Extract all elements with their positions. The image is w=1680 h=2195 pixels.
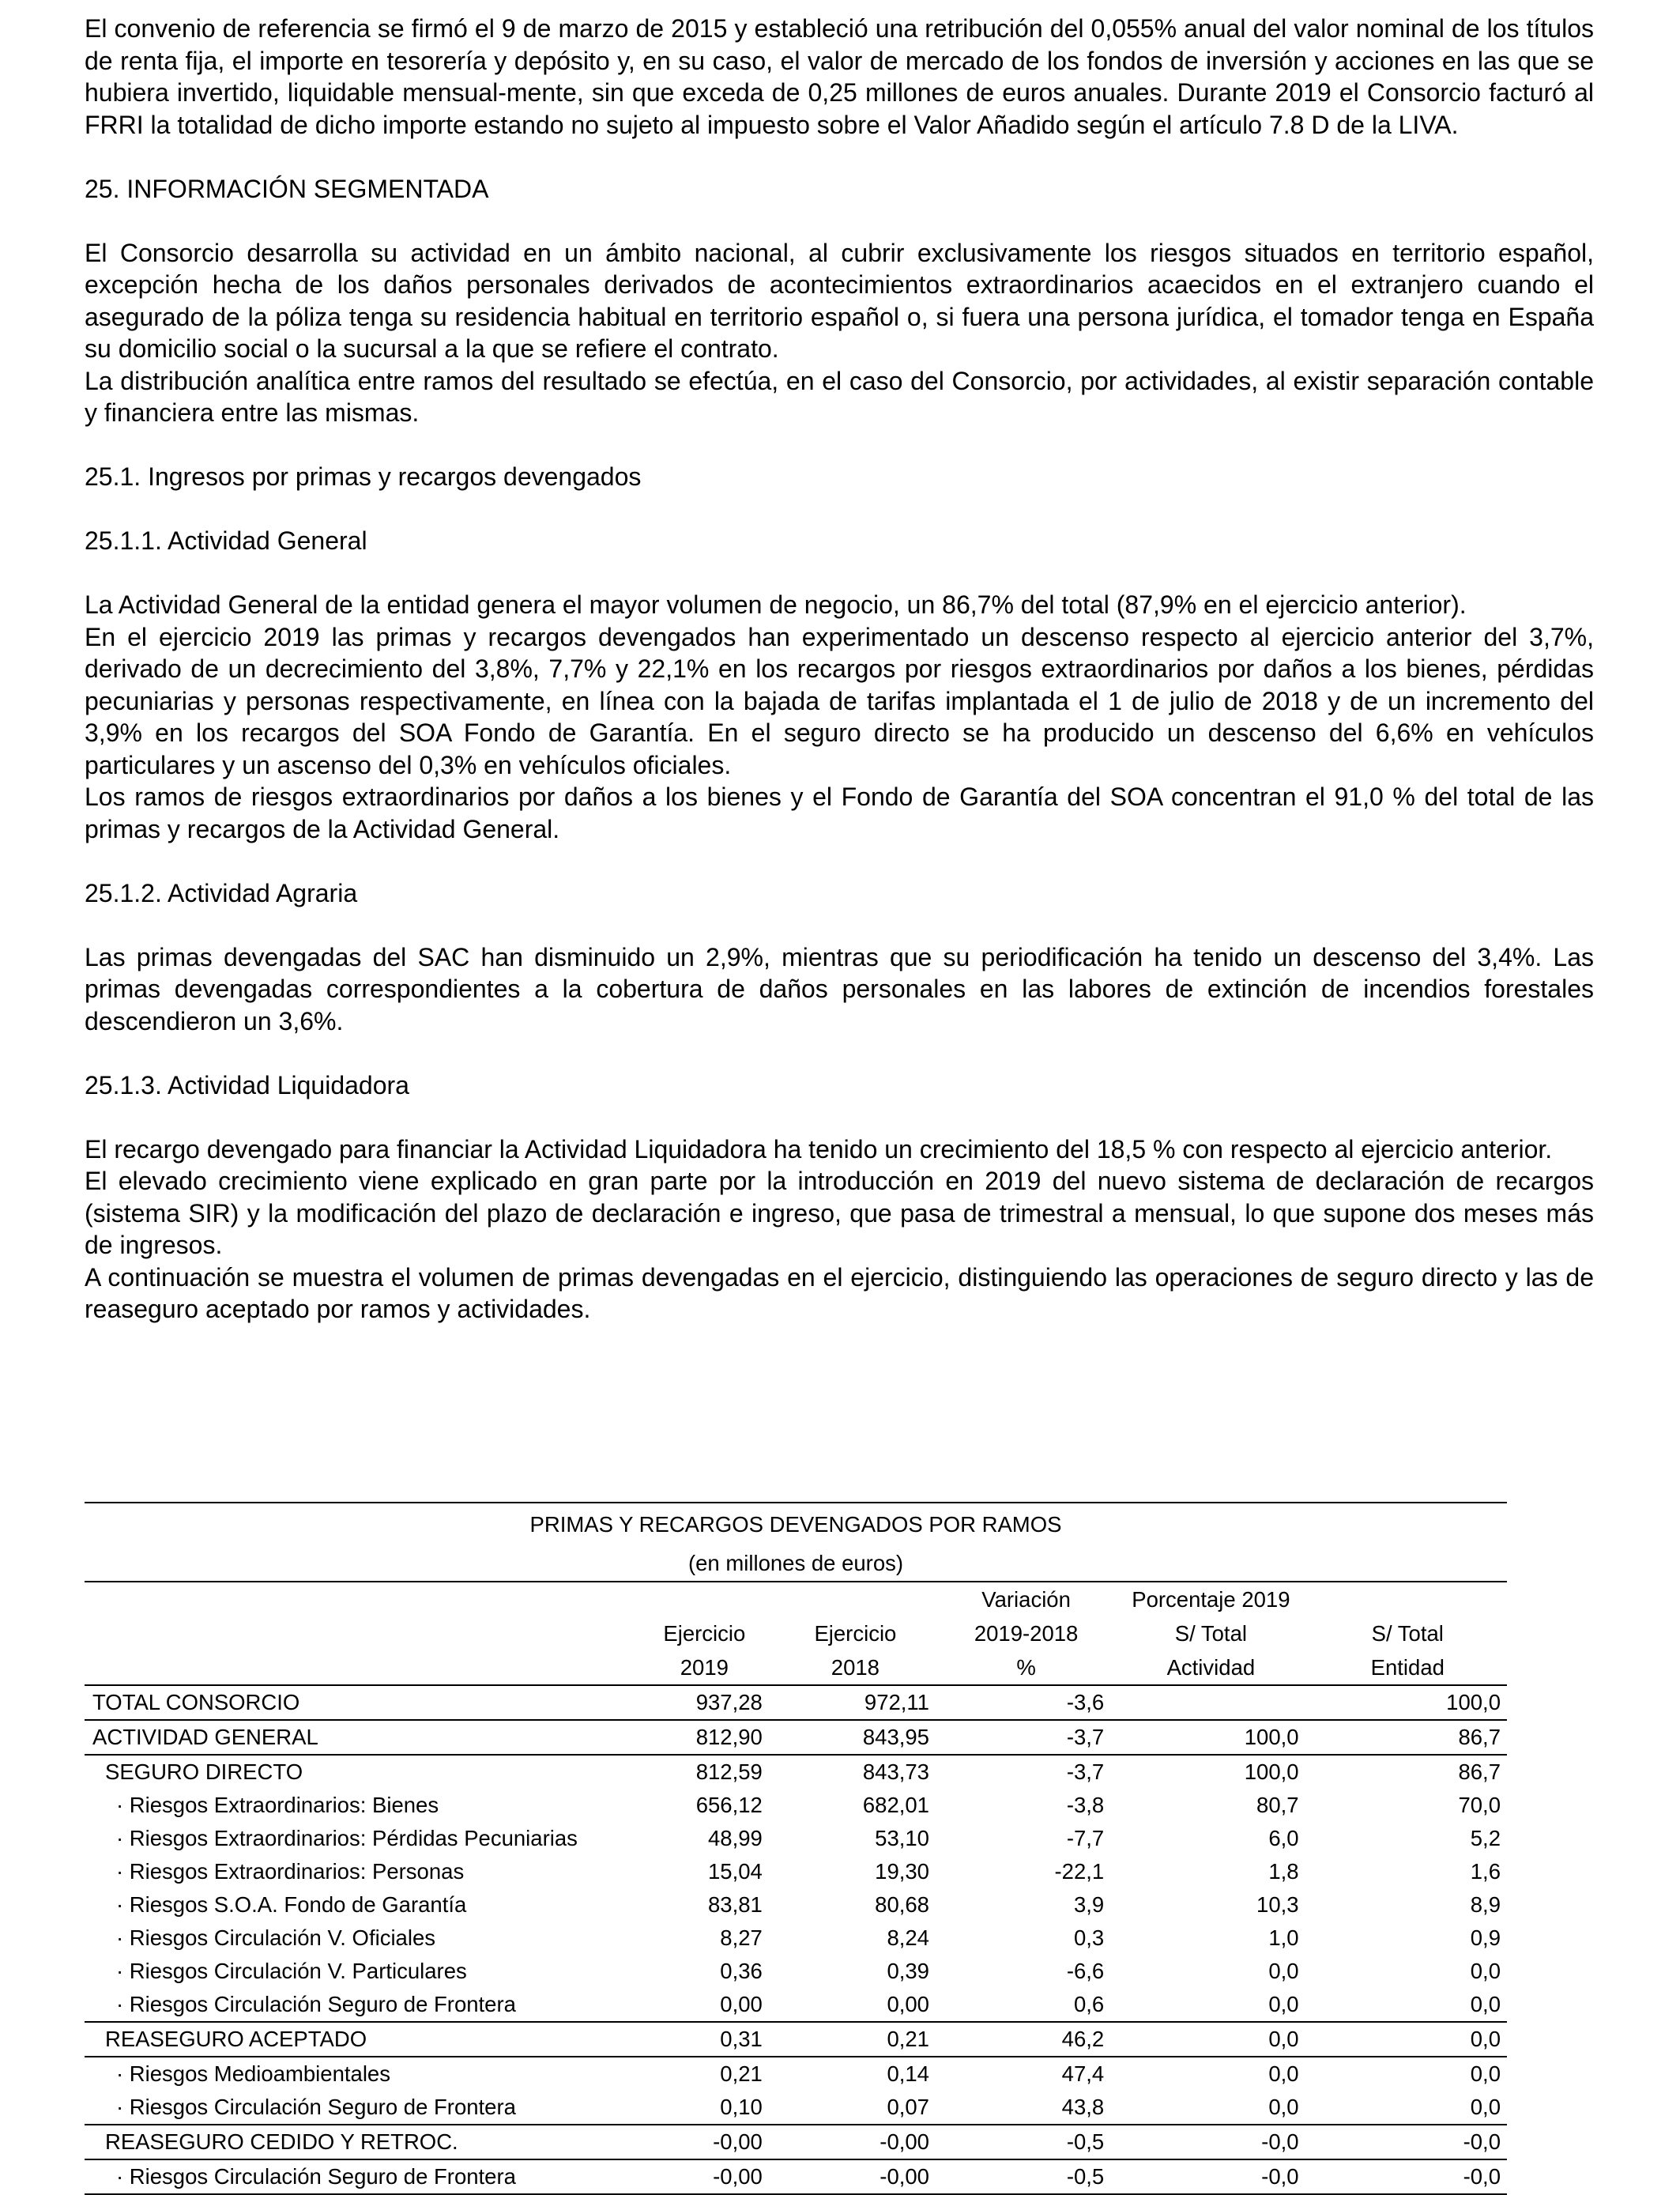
paragraph-convenio: El convenio de referencia se firmó el 9 de marzo de 2015 y estableció una retribución del 0,055% anual del valor nominal de los títulos de renta fija, el importe en tesorería y depósito y, en su caso, el valor de mercado de los fondos de inversión y acciones en las que se hubiera invertido, liquidable mensual-mente, sin que exceda de 0,25 millones de euros anuales. Durante 2019 el Consorcio facturó al FRRI la totalidad de dicho importe estando no sujeto al impuesto sobre el Valor Añadido según el artículo 7.8 D de la LIVA. bbox=[85, 14, 1594, 139]
row-value: 0,07 bbox=[887, 2095, 929, 2119]
table-row bbox=[85, 1922, 1507, 1955]
header-cell bbox=[772, 1582, 939, 1616]
header-cell: Variación bbox=[981, 1587, 1071, 1612]
row-value: 0,21 bbox=[772, 2022, 939, 2057]
header-cell: 2019-2018 bbox=[974, 1621, 1079, 1646]
row-value: -0,0 bbox=[1113, 2159, 1308, 2194]
table-header-row-1 bbox=[85, 1582, 1507, 1616]
table-row bbox=[85, 1789, 1507, 1822]
table-row bbox=[85, 1855, 1507, 1888]
row-value: 100,0 bbox=[1309, 1685, 1507, 1720]
header-cell: Entidad bbox=[1370, 1655, 1445, 1680]
paragraph-liquidadora-crecimiento: El recargo devengado para financiar la Actividad Liquidadora ha tenido un crecimiento del 18,5 % con respecto al ejercicio anterior. bbox=[85, 1134, 1553, 1164]
row-label: · Riesgos Circulación V. Particulares bbox=[116, 1959, 467, 1983]
row-label: · Riesgos Extraordinarios: Pérdidas Pecuniarias bbox=[116, 1826, 578, 1850]
row-label: TOTAL CONSORCIO bbox=[85, 1685, 637, 1720]
paragraph-actividad-general-ramos: Los ramos de riesgos extraordinarios por daños a los bienes y el Fondo de Garantía del SOA concentran el 91,0 % del total de las primas y recargos de la Actividad General. bbox=[85, 783, 1594, 843]
row-value: -0,0 bbox=[1309, 2159, 1507, 2194]
row-label: · Riesgos Extraordinarios: Personas bbox=[116, 1859, 465, 1884]
section-heading-25-1-1: 25.1.1. Actividad General bbox=[85, 526, 367, 555]
row-value: 812,59 bbox=[637, 1755, 772, 1789]
header-cell bbox=[1309, 1582, 1507, 1616]
row-label: · Riesgos Circulación V. Oficiales bbox=[116, 1925, 436, 1950]
row-value: -3,7 bbox=[939, 1755, 1113, 1789]
row-value: 0,00 bbox=[887, 1992, 929, 2016]
table-row bbox=[85, 2125, 1507, 2159]
row-value: 0,3 bbox=[1073, 1925, 1105, 1950]
header-cell bbox=[85, 1582, 637, 1616]
row-value: 100,0 bbox=[1113, 1720, 1308, 1755]
table-row bbox=[85, 2091, 1507, 2125]
row-value: -0,00 bbox=[772, 2159, 939, 2194]
row-value: 80,68 bbox=[875, 1892, 929, 1917]
row-value: 0,21 bbox=[637, 2057, 772, 2091]
table-row bbox=[85, 2057, 1507, 2091]
row-value: 8,9 bbox=[1470, 1892, 1501, 1917]
paragraph-ambito: El Consorcio desarrolla su actividad en un ámbito nacional, al cubrir exclusivamente los riesgos situados en territorio español, excepción hecha de los daños personales derivados de acontecimientos extraordinarios acaecidos en el extranjero cuando el asegurado de la póliza tenga su residencia habitual en territorio español o, si fuera una persona jurídica, el tomador tenga en España su domicilio social o la sucursal a la que se refiere el contrato. bbox=[85, 238, 1594, 363]
row-value: -3,6 bbox=[939, 1685, 1113, 1720]
table-row bbox=[85, 1888, 1507, 1922]
row-value: -22,1 bbox=[1054, 1859, 1105, 1884]
row-label: SEGURO DIRECTO bbox=[85, 1755, 637, 1789]
primas-table-container bbox=[85, 1502, 1507, 2195]
row-value: -3,7 bbox=[939, 1720, 1113, 1755]
row-value: 6,0 bbox=[1268, 1826, 1299, 1850]
table-row bbox=[85, 1955, 1507, 1988]
table-header-row-2 bbox=[85, 1616, 1507, 1650]
header-cell: 2018 bbox=[831, 1655, 880, 1680]
row-label: · Riesgos Circulación Seguro de Frontera bbox=[116, 1992, 516, 2016]
table-row bbox=[85, 1685, 1507, 1720]
header-cell: % bbox=[1016, 1655, 1036, 1680]
row-value: 843,73 bbox=[772, 1755, 939, 1789]
row-label: REASEGURO CEDIDO Y RETROC. bbox=[85, 2125, 637, 2159]
header-cell: S/ Total bbox=[1371, 1621, 1444, 1646]
row-value: 10,3 bbox=[1256, 1892, 1299, 1917]
row-value: -7,7 bbox=[1066, 1826, 1105, 1850]
table-row bbox=[85, 2022, 1507, 2057]
header-cell bbox=[637, 1582, 772, 1616]
row-value: 0,31 bbox=[637, 2022, 772, 2057]
table-row bbox=[85, 1988, 1507, 2022]
row-value: 86,7 bbox=[1309, 1720, 1507, 1755]
row-value: 100,0 bbox=[1113, 1755, 1308, 1789]
row-value: 83,81 bbox=[707, 1892, 763, 1917]
header-cell: 2019 bbox=[680, 1655, 729, 1680]
primas-table bbox=[85, 1502, 1507, 2195]
table-title-row bbox=[85, 1503, 1507, 1546]
row-value: -0,00 bbox=[772, 2125, 939, 2159]
row-value: 8,27 bbox=[720, 1925, 763, 1950]
row-value: 0,0 bbox=[1113, 2022, 1308, 2057]
table-row bbox=[85, 1822, 1507, 1855]
row-label: · Riesgos Circulación Seguro de Frontera bbox=[116, 2095, 516, 2119]
row-value: 3,9 bbox=[1073, 1892, 1105, 1917]
row-value: 0,9 bbox=[1470, 1925, 1501, 1950]
row-value: 0,0 bbox=[1268, 1959, 1299, 1983]
paragraph-liquidadora-tabla-intro: A continuación se muestra el volumen de primas devengadas en el ejercicio, distinguiendo las operaciones de seguro directo y las de reaseguro aceptado por ramos y actividades. bbox=[85, 1262, 1594, 1323]
paragraph-liquidadora-explicacion: El elevado crecimiento viene explicado en gran parte por la introducción en 2019 del nuevo sistema de declaración de recargos (sistema SIR) y la modificación del plazo de declaración e ingreso, que pasa de trimestral a mensual, lo que supone dos meses más de ingresos. bbox=[85, 1167, 1594, 1259]
header-cell bbox=[85, 1650, 637, 1685]
section-heading-25: 25. INFORMACIÓN SEGMENTADA bbox=[85, 174, 489, 203]
row-value: 15,04 bbox=[707, 1859, 763, 1884]
row-label: · Riesgos Circulación Seguro de Frontera bbox=[85, 2159, 637, 2194]
table-subtitle-row bbox=[85, 1546, 1507, 1582]
section-heading-25-1-3: 25.1.3. Actividad Liquidadora bbox=[85, 1070, 409, 1099]
header-cell: Actividad bbox=[1166, 1655, 1256, 1680]
row-value: 972,11 bbox=[772, 1685, 939, 1720]
table-row bbox=[85, 1720, 1507, 1755]
row-value: 8,24 bbox=[887, 1925, 929, 1950]
row-value: 80,7 bbox=[1256, 1793, 1299, 1817]
header-cell: Ejercicio bbox=[663, 1621, 746, 1646]
row-value: 0,00 bbox=[720, 1992, 763, 2016]
section-heading-25-1-2: 25.1.2. Actividad Agraria bbox=[85, 878, 358, 907]
row-value: 0,0 bbox=[1113, 2057, 1308, 2091]
row-value: 70,0 bbox=[1458, 1793, 1501, 1817]
row-value: 0,14 bbox=[772, 2057, 939, 2091]
row-value: 0,0 bbox=[1268, 1992, 1299, 2016]
row-value: 0,10 bbox=[720, 2095, 763, 2119]
row-value: 19,30 bbox=[875, 1859, 929, 1884]
row-value: 0,0 bbox=[1470, 1959, 1501, 1983]
row-value: 1,0 bbox=[1268, 1925, 1299, 1950]
row-value: 843,95 bbox=[772, 1720, 939, 1755]
row-value: 46,2 bbox=[939, 2022, 1113, 2057]
table-subtitle: (en millones de euros) bbox=[85, 1546, 1507, 1582]
row-label: · Riesgos S.O.A. Fondo de Garantía bbox=[116, 1892, 467, 1917]
row-value: 0,0 bbox=[1470, 2095, 1501, 2119]
row-value: -6,6 bbox=[1066, 1959, 1105, 1983]
table-row bbox=[85, 1755, 1507, 1789]
row-value: 43,8 bbox=[1061, 2095, 1105, 2119]
paragraph-actividad-general-descenso: En el ejercicio 2019 las primas y recargos devengados han experimentado un descenso respecto al ejercicio anterior del 3,7%, derivado de un decrecimiento del 3,8%, 7,7% y 22,1% en los recargos por riesgos extraordinarios por daños a los bienes, pérdidas pecuniarias y personas respectivamente, en línea con la bajada de tarifas implantada el 1 de julio de 2018 y de un incremento del 3,9% en los recargos del SOA Fondo de Garantía. En el seguro directo se ha producido un descenso del 6,6% en vehículos particulares y un ascenso del 0,3% en vehículos oficiales. bbox=[85, 622, 1594, 779]
row-value: 0,6 bbox=[1073, 1992, 1105, 2016]
row-value: -3,8 bbox=[1066, 1793, 1105, 1817]
header-cell: S/ Total bbox=[1174, 1621, 1247, 1646]
row-value: 937,28 bbox=[637, 1685, 772, 1720]
table-row bbox=[85, 2159, 1507, 2194]
row-value: 0,0 bbox=[1470, 1992, 1501, 2016]
table-header-row-3 bbox=[85, 1650, 1507, 1685]
row-value: 1,6 bbox=[1470, 1859, 1501, 1884]
row-value: -0,5 bbox=[939, 2159, 1113, 2194]
row-value: 0,0 bbox=[1268, 2095, 1299, 2119]
document-body bbox=[85, 13, 1594, 1326]
row-value: 47,4 bbox=[939, 2057, 1113, 2091]
row-value: 0,0 bbox=[1309, 2057, 1507, 2091]
header-cell bbox=[85, 1616, 637, 1650]
row-value: -0,00 bbox=[637, 2125, 772, 2159]
row-value: -0,0 bbox=[1309, 2125, 1507, 2159]
row-value: 0,0 bbox=[1309, 2022, 1507, 2057]
row-value: 812,90 bbox=[637, 1720, 772, 1755]
row-value: 5,2 bbox=[1470, 1826, 1501, 1850]
row-value: 1,8 bbox=[1268, 1859, 1299, 1884]
row-label: · Riesgos Extraordinarios: Bienes bbox=[116, 1793, 439, 1817]
row-value: 656,12 bbox=[695, 1793, 763, 1817]
section-heading-25-1: 25.1. Ingresos por primas y recargos devengados bbox=[85, 462, 642, 491]
row-value: -0,0 bbox=[1113, 2125, 1308, 2159]
row-value: -0,00 bbox=[637, 2159, 772, 2194]
row-value: 48,99 bbox=[707, 1826, 763, 1850]
row-label: REASEGURO ACEPTADO bbox=[85, 2022, 637, 2057]
row-value: 682,01 bbox=[862, 1793, 929, 1817]
paragraph-actividad-general-volumen: La Actividad General de la entidad genera el mayor volumen de negocio, un 86,7% del total (87,9% en el ejercicio anterior). bbox=[85, 590, 1467, 619]
row-label: · Riesgos Medioambientales bbox=[85, 2057, 637, 2091]
table-title: PRIMAS Y RECARGOS DEVENGADOS POR RAMOS bbox=[85, 1503, 1507, 1546]
row-value: -0,5 bbox=[939, 2125, 1113, 2159]
row-value: 0,39 bbox=[887, 1959, 929, 1983]
row-value bbox=[1113, 1685, 1308, 1720]
paragraph-actividad-agraria: Las primas devengadas del SAC han disminuido un 2,9%, mientras que su periodificación ha tenido un descenso del 3,4%. Las primas devengadas correspondientes a la cobertura de daños personales en las labores de extinción de incendios forestales descendieron un 3,6%. bbox=[85, 942, 1594, 1035]
row-value: 86,7 bbox=[1309, 1755, 1507, 1789]
paragraph-distribucion: La distribución analítica entre ramos del resultado se efectúa, en el caso del Consorcio, por actividades, al existir separación contable y financiera entre las mismas. bbox=[85, 366, 1594, 427]
header-cell: Ejercicio bbox=[814, 1621, 897, 1646]
row-label: ACTIVIDAD GENERAL bbox=[85, 1720, 637, 1755]
header-cell: Porcentaje 2019 bbox=[1132, 1587, 1290, 1612]
row-value: 0,36 bbox=[720, 1959, 763, 1983]
row-value: 53,10 bbox=[875, 1826, 929, 1850]
